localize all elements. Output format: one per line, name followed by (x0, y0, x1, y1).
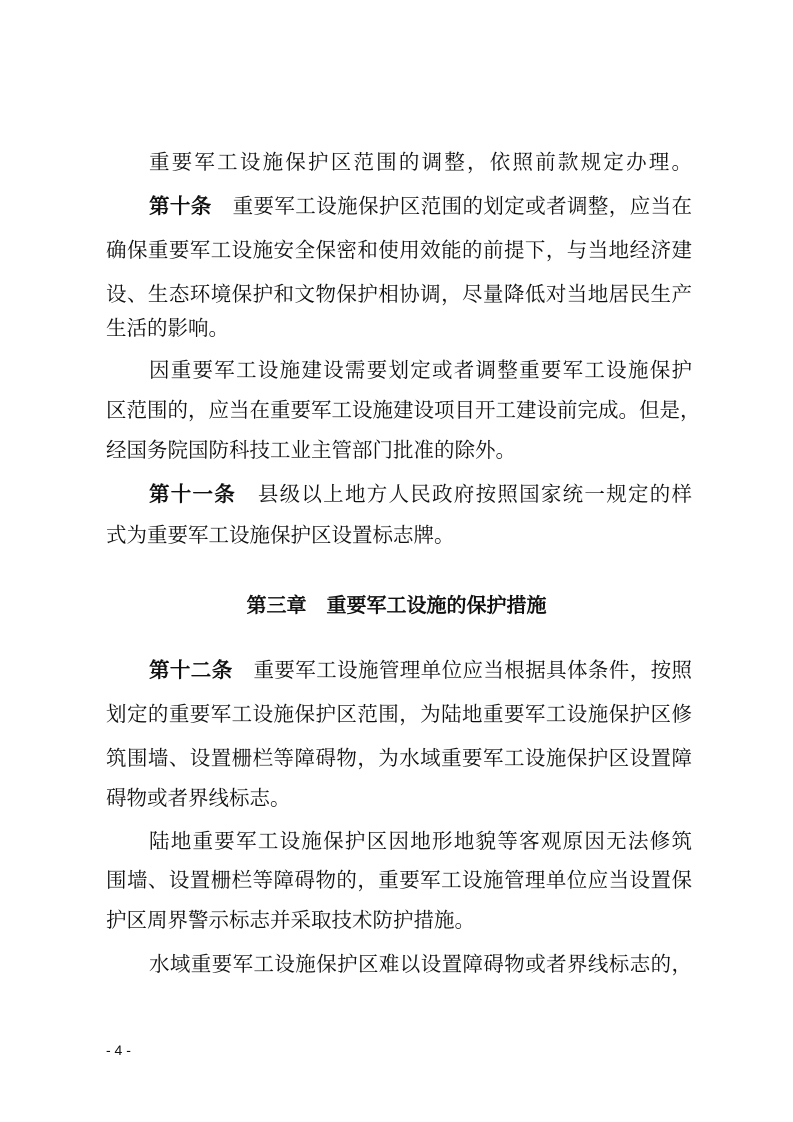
line-text: 经国务院国防科技工业主管部门批准的除外。 (106, 438, 516, 462)
body-line (106, 694, 692, 734)
body-line (149, 944, 692, 984)
body-line (149, 142, 692, 182)
line-text: 重要军工设施保护区范围的划定或者调整，应当在 (211, 194, 693, 218)
line-text: 划定的重要军工设施保护区范围，为陆地重要军工设施保护区修 (106, 702, 692, 726)
body-line (106, 515, 692, 555)
article-number: 第十二条 (149, 658, 233, 682)
line-text: 碍物或者界线标志。 (106, 786, 291, 810)
line-text: 设、生态环境保护和文物保护相协调，尽量降低对当地居民生产 (106, 282, 692, 306)
body-line (106, 860, 692, 900)
body-line (149, 186, 692, 226)
line-text: 护区周界警示标志并采取技术防护措施。 (106, 908, 475, 932)
body-line (106, 390, 701, 430)
chapter-title: 第三章 重要军工设施的保护措施 (246, 593, 547, 617)
body-line (149, 650, 692, 690)
body-line (149, 474, 692, 514)
line-text: 围墙、设置栅栏等障碍物的，重要军工设施管理单位应当设置保 (106, 868, 692, 892)
body-line (106, 738, 692, 778)
body-line (106, 778, 692, 818)
line-text: 确保重要军工设施安全保密和使用效能的前提下，与当地经济建 (106, 238, 692, 262)
line-text: 筑围墙、设置栅栏等障碍物，为水域重要军工设施保护区设置障 (106, 746, 692, 770)
line-text: 重要军工设施管理单位应当根据具体条件，按照 (232, 658, 693, 682)
body-line (149, 350, 692, 390)
line-text: 重要军工设施保护区范围的调整，依照前款规定办理。 (149, 150, 692, 174)
line-text: 生活的影响。 (106, 316, 229, 340)
body-line (106, 308, 692, 348)
body-line (149, 821, 692, 861)
page-number: - 4 - (106, 1042, 131, 1058)
line-text: 式为重要军工设施保护区设置标志牌。 (106, 523, 455, 547)
body-line (106, 230, 692, 270)
line-text: 水域重要军工设施保护区难以设置障碍物或者界线标志的， (149, 952, 692, 976)
line-text: 县级以上地方人民政府按照国家统一规定的样 (236, 482, 693, 506)
line-text: 因重要军工设施建设需要划定或者调整重要军工设施保护 (149, 358, 692, 382)
body-line (106, 900, 692, 940)
line-text: 区范围的，应当在重要军工设施建设项目开工建设前完成。但是， (106, 398, 701, 422)
article-number: 第十一条 (149, 482, 237, 506)
body-line (106, 430, 692, 470)
line-text: 陆地重要军工设施保护区因地形地貌等客观原因无法修筑 (149, 829, 692, 853)
article-number: 第十条 (149, 194, 212, 218)
